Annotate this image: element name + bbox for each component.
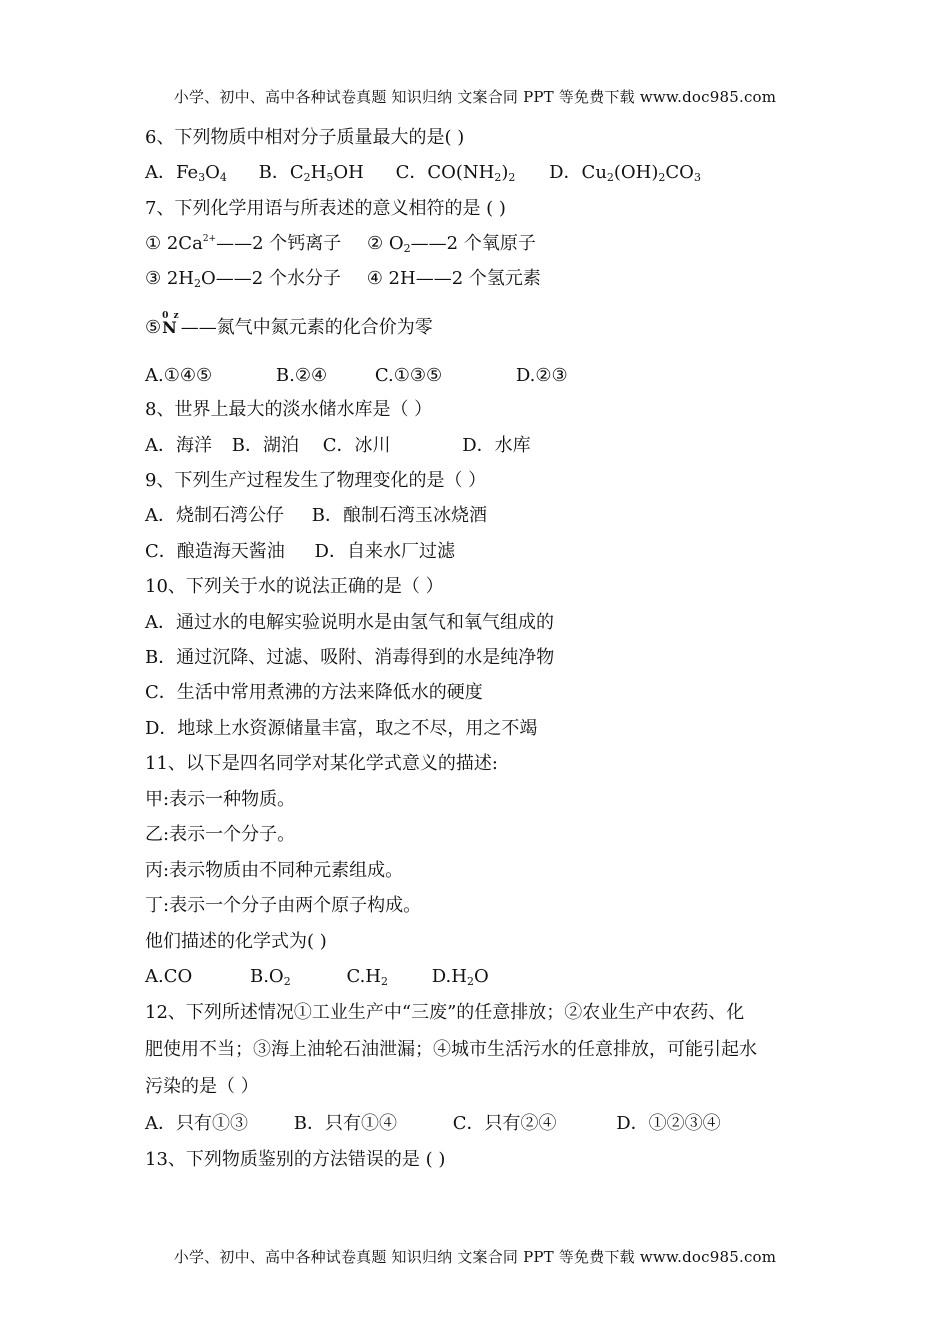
question-9-options-cd (145, 540, 455, 564)
question-11-line-3: 丙:表示物质由不同种元素组成。 (145, 860, 404, 881)
option-d: D.②③ (515, 365, 568, 386)
option-b: B．酿制石湾玉冰烧酒 (311, 505, 487, 526)
question-12-line-2: 肥使用不当；③海上油轮石油泄漏；④城市生活污水的任意排放，可能引起水 (145, 1039, 757, 1060)
option-c: C.①③⑤ (374, 365, 443, 386)
option-d: D．水库 (462, 435, 531, 456)
option-a: A．$Fe_3O_4$ (145, 162, 227, 184)
option-d: D．①②③④ (616, 1113, 721, 1134)
item-2: ② $O_2——2$ 个氧原子 (367, 233, 536, 255)
question-11-line-4: 丁:表示一个分子由两个原子构成。 (145, 895, 422, 916)
option-b: $B.O_2$ (249, 966, 291, 988)
question-7-items-3-4 (145, 267, 541, 291)
option-c: C．$CO(NH_2)_2$ (395, 162, 516, 184)
question-10-option-c: C．生活中常用煮沸的方法来降低水的硬度 (145, 682, 483, 703)
question-10-stem: 10、下列关于水的说法正确的是（ ） (145, 576, 444, 597)
option-c: $C.H_2$ (346, 966, 388, 988)
option-d: $D.H_2O$ (431, 966, 489, 988)
question-9-stem: 9、下列生产过程发生了物理变化的是（ ） (145, 470, 487, 491)
option-b: B．湖泊 (231, 435, 299, 456)
question-11-options (145, 965, 489, 989)
question-8-stem: 8、世界上最大的淡水储水库是（ ） (145, 399, 433, 420)
page-footer: 小学、初中、高中各种试卷真题 知识归纳 文案合同 PPT 等免费下载 www.doc985.com (173, 1248, 777, 1266)
option-d: D．自来水厂过滤 (314, 541, 455, 562)
nitrogen-valence-symbol: 0 z N (162, 311, 180, 337)
option-b: B．只有①④ (293, 1113, 397, 1134)
question-11-ask: 他们描述的化学式为( ) (145, 931, 327, 952)
question-7-item-5: ⑤ 0 z N ——氮气中氮元素的化合价为零 (145, 311, 433, 338)
question-7-stem: 7、下列化学用语与所表述的意义相符的是 ( ) (145, 198, 506, 219)
question-12-line-3: 污染的是（ ） (145, 1076, 259, 1097)
option-d: D．$Cu_2(OH)_2CO_3$ (549, 162, 701, 184)
question-7-options (145, 364, 568, 388)
item-4: ④ 2H——2 个氢元素 (366, 268, 541, 289)
question-12-line-1: 12、下列所述情况①工业生产中“三废”的任意排放；②农业生产中农药、化 (145, 1002, 745, 1023)
option-c: C．酿造海天酱油 (145, 541, 285, 562)
item-1: ① $2Ca^{2+}——2$ 个钙离子 (145, 233, 342, 254)
question-12-options (145, 1112, 721, 1136)
question-11-line-2: 乙:表示一个分子。 (145, 824, 296, 845)
item-3: ③ $2H_2O——2$ 个水分子 (145, 268, 341, 290)
option-a: A．海洋 (145, 435, 212, 456)
page-header: 小学、初中、高中各种试卷真题 知识归纳 文案合同 PPT 等免费下载 www.doc985.com (173, 88, 777, 106)
question-10-option-d: D．地球上水资源储量丰富，取之不尽，用之不竭 (145, 718, 538, 739)
question-10-option-a: A．通过水的电解实验说明水是由氢气和氧气组成的 (145, 612, 554, 633)
option-b: B．$C_2H_5OH$ (258, 162, 364, 184)
option-c: C．冰川 (322, 435, 391, 456)
question-10-option-b: B．通过沉降、过滤、吸附、消毒得到的水是纯净物 (145, 647, 555, 668)
question-13-stem: 13、下列物质鉴别的方法错误的是 ( ) (145, 1149, 446, 1170)
option-a: A.①④⑤ (145, 365, 213, 386)
question-6-options (145, 161, 701, 185)
question-8-options (145, 434, 531, 458)
option-a: A．只有①③ (145, 1113, 248, 1134)
question-9-options-ab (145, 504, 487, 528)
option-a: A．烧制石湾公仔 (145, 505, 284, 526)
option-c: C．只有②④ (452, 1113, 557, 1134)
question-11-stem: 11、以下是四名同学对某化学式意义的描述: (145, 753, 498, 774)
question-6-stem: 6、下列物质中相对分子质量最大的是( ) (145, 127, 465, 148)
question-7-items-1-2 (145, 232, 536, 256)
option-a: A.CO (145, 966, 193, 987)
question-11-line-1: 甲:表示一种物质。 (145, 789, 296, 810)
option-b: B.②④ (275, 365, 328, 386)
